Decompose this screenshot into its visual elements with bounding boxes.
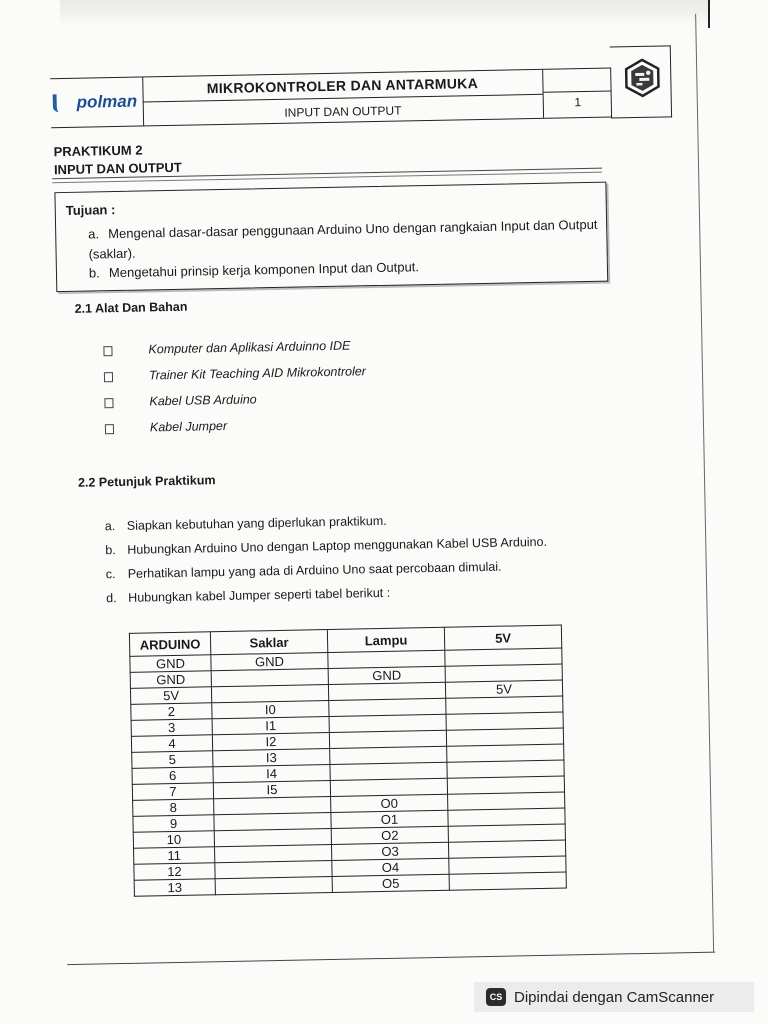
table-body xyxy=(130,648,567,896)
step-text: Hubungkan Arduino Uno dengan Laptop menggunakan Kabel USB Arduino. xyxy=(127,534,548,557)
table-cell: 6 xyxy=(132,767,213,785)
praktikum-number: PRAKTIKUM 2 xyxy=(53,142,143,160)
objective-label: b. xyxy=(88,265,100,281)
table-cell: 9 xyxy=(133,815,214,833)
table-cell: GND xyxy=(328,666,445,684)
tool-text: Kabel USB Arduino xyxy=(149,392,257,409)
polman-logo-icon xyxy=(53,94,71,112)
course-title: MIKROKONTROLER DAN ANTARMUKA xyxy=(142,70,542,103)
table-cell: O3 xyxy=(331,842,448,860)
watermark-text: Dipindai dengan CamScanner xyxy=(514,988,715,1006)
table-cell: I5 xyxy=(213,781,330,799)
table-cell: 4 xyxy=(131,735,212,753)
objective-label: a. xyxy=(88,226,100,242)
table-cell: 8 xyxy=(133,799,214,817)
instruction-step xyxy=(105,535,547,557)
wiring-table xyxy=(129,625,567,897)
step-text: Perhatikan lampu yang ada di Arduino Uno saat percobaan dimulai. xyxy=(127,559,502,581)
table-cell: I3 xyxy=(213,749,330,767)
tool-text: Kabel Jumper xyxy=(149,418,228,435)
camscanner-watermark xyxy=(474,982,754,1012)
checkbox-icon xyxy=(104,398,113,408)
objective-item xyxy=(88,215,599,265)
tool-item xyxy=(105,419,227,435)
module-subtitle: INPUT DAN OUTPUT xyxy=(284,103,402,120)
objectives-box xyxy=(54,182,608,293)
instruction-step xyxy=(106,560,502,582)
page-bottom-border xyxy=(67,952,715,965)
column-header: ARDUINO xyxy=(129,632,210,657)
tool-item xyxy=(104,364,366,383)
institution-emblem-icon xyxy=(622,58,663,99)
page-number: 1 xyxy=(544,90,612,114)
step-text: Hubungkan kabel Jumper seperti tabel berikut : xyxy=(128,585,391,605)
table-cell: I4 xyxy=(213,765,330,783)
step-label: b. xyxy=(105,543,116,558)
table-cell xyxy=(449,872,566,890)
table-cell: 5V xyxy=(445,680,562,698)
column-header: 5V xyxy=(444,625,561,650)
table-cell: I0 xyxy=(212,701,329,719)
table-cell: O2 xyxy=(331,826,448,844)
step-text: Siapkan kebutuhan yang diperlukan praktikum. xyxy=(126,513,387,533)
table-cell: O1 xyxy=(331,810,448,828)
tool-item xyxy=(104,392,256,409)
tool-text: Trainer Kit Teaching AID Mikrokontroler xyxy=(148,364,367,383)
table-cell xyxy=(215,876,332,894)
table-cell: 3 xyxy=(131,719,212,737)
document-header xyxy=(50,67,612,128)
table-cell: GND xyxy=(211,653,328,671)
column-header: Lampu xyxy=(327,627,444,652)
table-cell: 13 xyxy=(134,879,215,897)
table-cell: I2 xyxy=(212,733,329,751)
objective-text: Mengenal dasar-dasar penggunaan Arduino Uno dengan rangkaian Input dan Output (saklar). xyxy=(88,216,598,262)
table-cell: 7 xyxy=(132,783,213,801)
praktikum-title: INPUT DAN OUTPUT xyxy=(53,159,182,178)
section-heading-tools: 2.1 Alat Dan Bahan xyxy=(74,299,188,316)
table-cell: 2 xyxy=(131,703,212,721)
camscanner-logo-icon: CS xyxy=(486,988,506,1006)
checkbox-icon xyxy=(103,346,112,356)
table-cell: I1 xyxy=(212,717,329,735)
table-cell: 5 xyxy=(132,751,213,769)
table-cell: 10 xyxy=(133,831,214,849)
tool-item xyxy=(103,339,350,358)
logo-cell xyxy=(50,77,144,127)
header-right-cell xyxy=(542,68,612,117)
table-cell: GND xyxy=(130,671,211,689)
table-cell: 5V xyxy=(130,687,211,705)
page-right-border xyxy=(695,14,714,952)
table-cell: GND xyxy=(130,655,211,673)
table-cell: O0 xyxy=(331,794,448,812)
checkbox-icon xyxy=(104,372,113,382)
step-label: c. xyxy=(105,567,116,582)
checkbox-icon xyxy=(105,424,114,434)
instruction-step xyxy=(106,586,390,605)
step-label: d. xyxy=(106,591,117,606)
section-heading-instructions: 2.2 Petunjuk Praktikum xyxy=(77,473,216,490)
step-label: a. xyxy=(104,519,116,534)
table-cell: 12 xyxy=(134,863,215,881)
table-cell: O4 xyxy=(332,858,449,876)
instruction-step xyxy=(105,514,387,533)
objective-text: Mengetahui prinsip kerja komponen Input dan Output. xyxy=(108,259,420,281)
column-header: Saklar xyxy=(210,630,327,655)
tool-text: Komputer dan Aplikasi Arduinno IDE xyxy=(148,338,351,357)
table-cell: O5 xyxy=(332,874,449,892)
logo-text: polman xyxy=(76,91,138,112)
table-cell: 11 xyxy=(134,847,215,865)
objectives-heading: Tujuan : xyxy=(65,202,116,218)
